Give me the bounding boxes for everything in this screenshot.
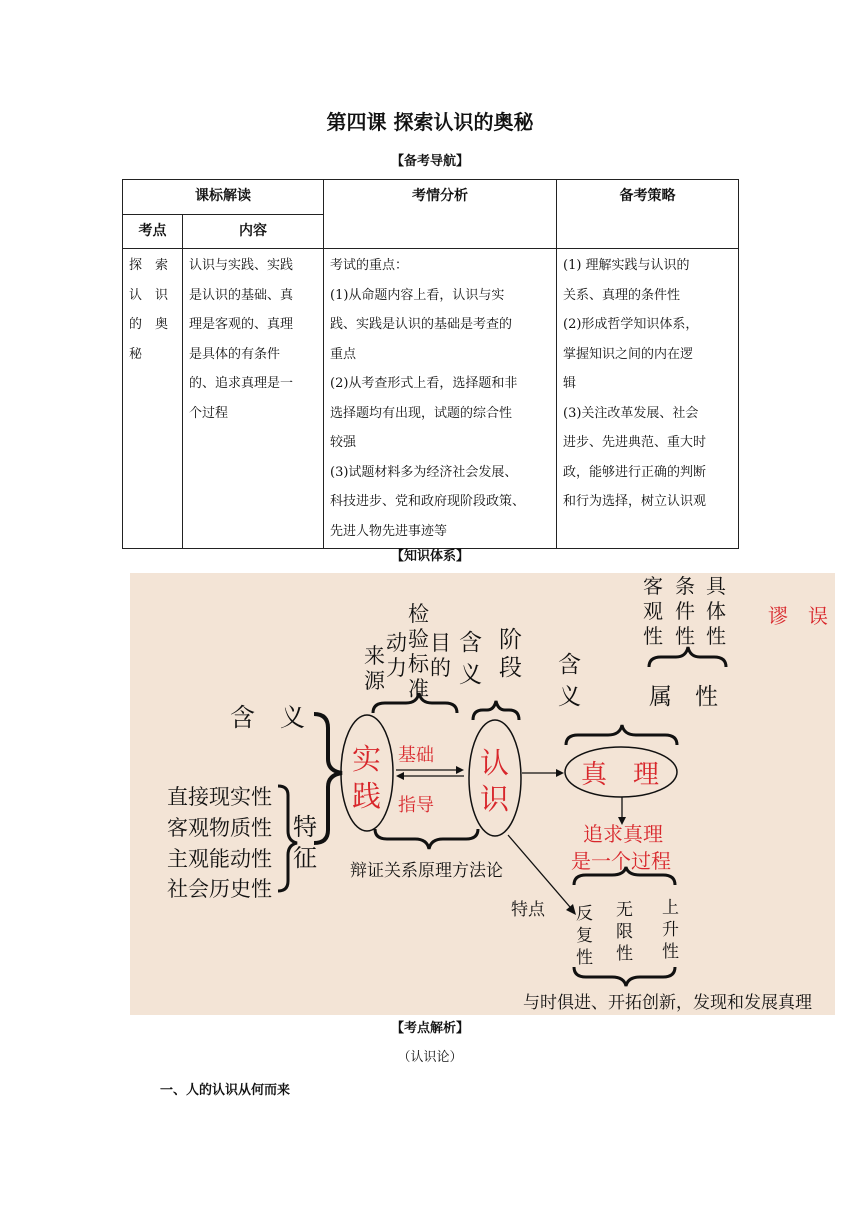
trait-1: 直接现实性 [167,785,272,809]
label-wuxian-2: 限 [616,922,633,942]
trait-3: 主观能动性 [167,847,272,871]
cell-line: 较强 [330,435,357,450]
page-title: 第四课 探索认识的奥秘 [326,110,534,134]
arrowhead-jichu [456,766,464,774]
label-jianyan-3: 标 [408,652,429,676]
cell-line: 和行为选择，树立认识观 [563,494,707,509]
arrowhead-renshi-zhenli [556,769,564,777]
brace-top-zhenli [566,725,677,745]
label-renshi-hanyi-1: 含 [459,630,482,656]
label-shangsheng-3: 性 [662,942,679,962]
label-shuxing: 属 性 [649,684,718,710]
section-nav-heading: 【备考导航】 [390,154,469,169]
label-zhuiqiu-1: 追求真理 [583,822,663,846]
label-fanfu-1: 反 [576,904,593,924]
cell-neirong [183,249,324,549]
exam-guide-table [122,179,739,549]
cell-line: 考试的重点： [330,258,409,273]
cell-kaoqing [324,249,557,549]
brace-shuxing [649,647,726,667]
label-yushi: 与时俱进、开拓创新，发现和发展真理 [523,993,812,1013]
label-tezheng-1: 特 [293,813,317,841]
cell-line: 个过程 [189,405,229,421]
header-kebiao: 课标解读 [123,180,324,215]
cell-line: 的、追求真理是一 [189,376,294,391]
label-hanyi-left: 含 义 [230,703,306,732]
arrowhead-renshi-tedian [566,904,576,915]
cell-line: 践、实践是认识的基础是考查的 [330,317,513,332]
label-bianzheng: 辩证关系原理方法论 [350,861,503,881]
label-mudi-2: 的 [430,656,451,680]
label-zhidao: 指导 [398,795,434,816]
node-shijian-1: 实 [352,742,382,776]
label-keguan-2: 观 [643,599,663,623]
node-renshi-1: 认 [480,746,510,780]
brace-top-renshi [473,701,519,720]
label-jieduan-1: 阶 [499,627,522,653]
label-fanfu-2: 复 [576,926,593,946]
label-mudi-1: 目 [430,631,451,655]
label-wuxian-3: 性 [616,944,633,964]
label-zhenli-hanyi-2: 义 [558,684,581,710]
cell-line: (2)形成哲学知识体系， [563,317,699,332]
trait-4: 社会历史性 [167,877,272,901]
label-tiaojian-2: 件 [675,599,695,623]
label-tiaojian-3: 性 [675,624,695,648]
label-laiyuan-2: 源 [364,669,385,693]
cell-line: 科技进步、党和政府现阶段政策、 [330,494,526,509]
cell-line: (1)从命题内容上看，认识与实 [330,287,505,303]
cell-line: 是具体的有条件 [189,346,281,362]
node-renshi-2: 识 [480,782,510,816]
label-zhuiqiu-2: 是一个过程 [571,849,671,873]
cell-line: (1) 理解实践与认识的 [563,258,690,273]
label-keguan-3: 性 [643,624,663,648]
arrow-renshi-tedian [508,835,570,907]
cell-line: 认 识 [129,287,169,303]
label-jieduan-2: 段 [499,655,522,681]
brace-bianzheng [375,829,478,849]
cell-line: 进步、先进典范、重大时 [563,435,707,450]
label-fanfu-3: 性 [576,948,593,968]
label-dongli-1: 动 [386,631,407,655]
cell-line: 政，能够进行正确的判断 [563,464,707,480]
label-shangsheng-1: 上 [662,898,679,918]
cell-line: 探 索 [129,258,169,273]
cell-line: 重点 [330,346,357,362]
label-wuxian-1: 无 [616,900,633,920]
cell-line: (3)关注改革发展、社会 [563,405,699,421]
cell-line: 先进人物先进事迹等 [330,523,448,539]
cell-line: 是认识的基础、真 [189,287,294,303]
cell-line: 的 奥 [129,317,169,332]
label-tedian: 特点 [511,900,545,920]
cell-line: 秘 [129,346,143,362]
cell-line: 选择题均有出现，试题的综合性 [330,405,513,421]
node-zhenli: 真 理 [581,760,660,790]
cell-line: 认识与实践、实践 [189,258,294,273]
label-juti-1: 具 [706,574,726,598]
node-shijian-2: 践 [352,779,382,813]
header-beikao: 备考策略 [557,180,739,249]
label-miuwu: 谬 误 [768,604,828,628]
label-shangsheng-2: 升 [662,920,679,940]
label-laiyuan-1: 来 [364,644,385,668]
label-tezheng-2: 征 [293,844,317,872]
cell-line: 掌握知识之间的内在逻 [563,346,694,362]
cell-line: 关系、真理的条件性 [563,287,681,303]
knowledge-diagram [130,573,835,1015]
cell-line: 理是客观的、真理 [189,317,294,332]
cell-beikao [557,249,739,549]
header-kaoqing: 考情分析 [324,180,557,249]
arrowhead-zhidao [396,772,404,780]
label-jianyan-1: 检 [408,602,429,626]
subsection-renshilun: （认识论） [397,1050,463,1065]
label-dongli-2: 力 [386,656,407,680]
label-juti-3: 性 [706,624,726,648]
label-jichu: 基础 [398,745,434,766]
label-keguan-1: 客 [643,574,663,598]
header-kaodian: 考点 [123,214,183,249]
heading-question-1: 一、人的认识从何而来 [160,1083,291,1098]
cell-line: (3)试题材料多为经济社会发展、 [330,464,518,480]
header-neirong: 内容 [183,214,324,249]
brace-features [574,967,675,986]
section-analysis-heading: 【考点解析】 [390,1021,469,1036]
label-renshi-hanyi-2: 义 [459,662,482,688]
label-tiaojian-1: 条 [675,574,695,598]
label-juti-2: 体 [706,599,726,623]
cell-kaodian [123,249,183,549]
section-knowledge-heading: 【知识体系】 [390,549,469,564]
brace-shijian-left [314,714,342,843]
label-zhenli-hanyi-1: 含 [558,652,581,678]
cell-line: (2)从考查形式上看，选择题和非 [330,376,518,391]
label-jianyan-4: 准 [408,677,429,701]
cell-line: 辑 [563,376,577,391]
trait-2: 客观物质性 [167,816,272,840]
label-jianyan-2: 验 [408,627,429,651]
